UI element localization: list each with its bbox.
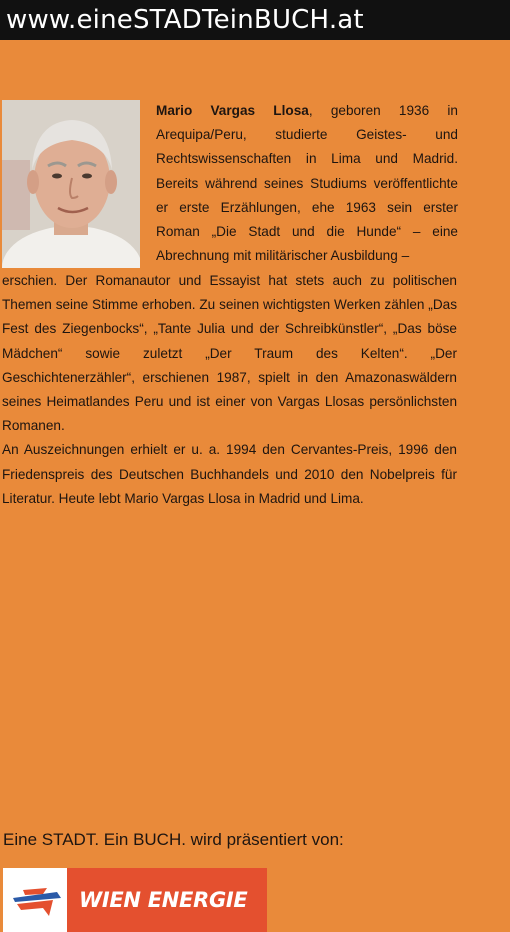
author-name: Mario Vargas Llosa (156, 103, 309, 118)
bio-awards-paragraph: An Auszeichnungen erhielt er u. a. 1994 den Cervantes-Preis, 1996 den Friedenspreis des Deutschen Buchhandels und 2010 den Nobelpreis für Literatur. Heute lebt Mario Vargas Llosa in Madrid und Lima. (2, 442, 457, 506)
sponsor-label: Eine STADT. Ein BUCH. wird präsentiert von: (3, 830, 344, 849)
bio-intro-text: , geboren 1936 in Arequipa/Peru, studierte Geistes- und Rechtswissenschaften in Lima und Madrid. Bereits während seines Studiums veröffentlichte er erste Erzählungen, ehe 1963 sein erster Roman „Die Stadt und die Hunde“ – eine Abrechnung mit militärischer Ausbildung – (156, 103, 458, 264)
bio-continued (2, 269, 457, 511)
bio-works-paragraph: erschien. Der Romanautor und Essayist hat stets auch zu politischen Themen seine Stimme erhoben. Zu seinen wichtigsten Werken zählen „Das Fest des Ziegenbocks“, „Tante Julia und der Schreibkünstler“, „Das böse Mädchen“ sowie zuletzt „Der Traum des Kelten“. „Der Geschichtenerzähler“, erschienen 1987, spielt in den Amazonaswäldern seines Heimatlandes Peru und ist einer von Vargas Llosas persönlichsten Romanen. (2, 273, 457, 434)
bio-intro-paragraph (156, 99, 458, 268)
author-portrait-image (2, 100, 140, 268)
wien-energie-mark-icon (3, 868, 67, 932)
wien-energie-logo (3, 868, 267, 932)
author-portrait (2, 100, 140, 268)
website-url-banner: www.eineSTADTeinBUCH.at (0, 0, 510, 40)
wien-energie-wordmark: WIEN ENERGIE (79, 888, 248, 912)
